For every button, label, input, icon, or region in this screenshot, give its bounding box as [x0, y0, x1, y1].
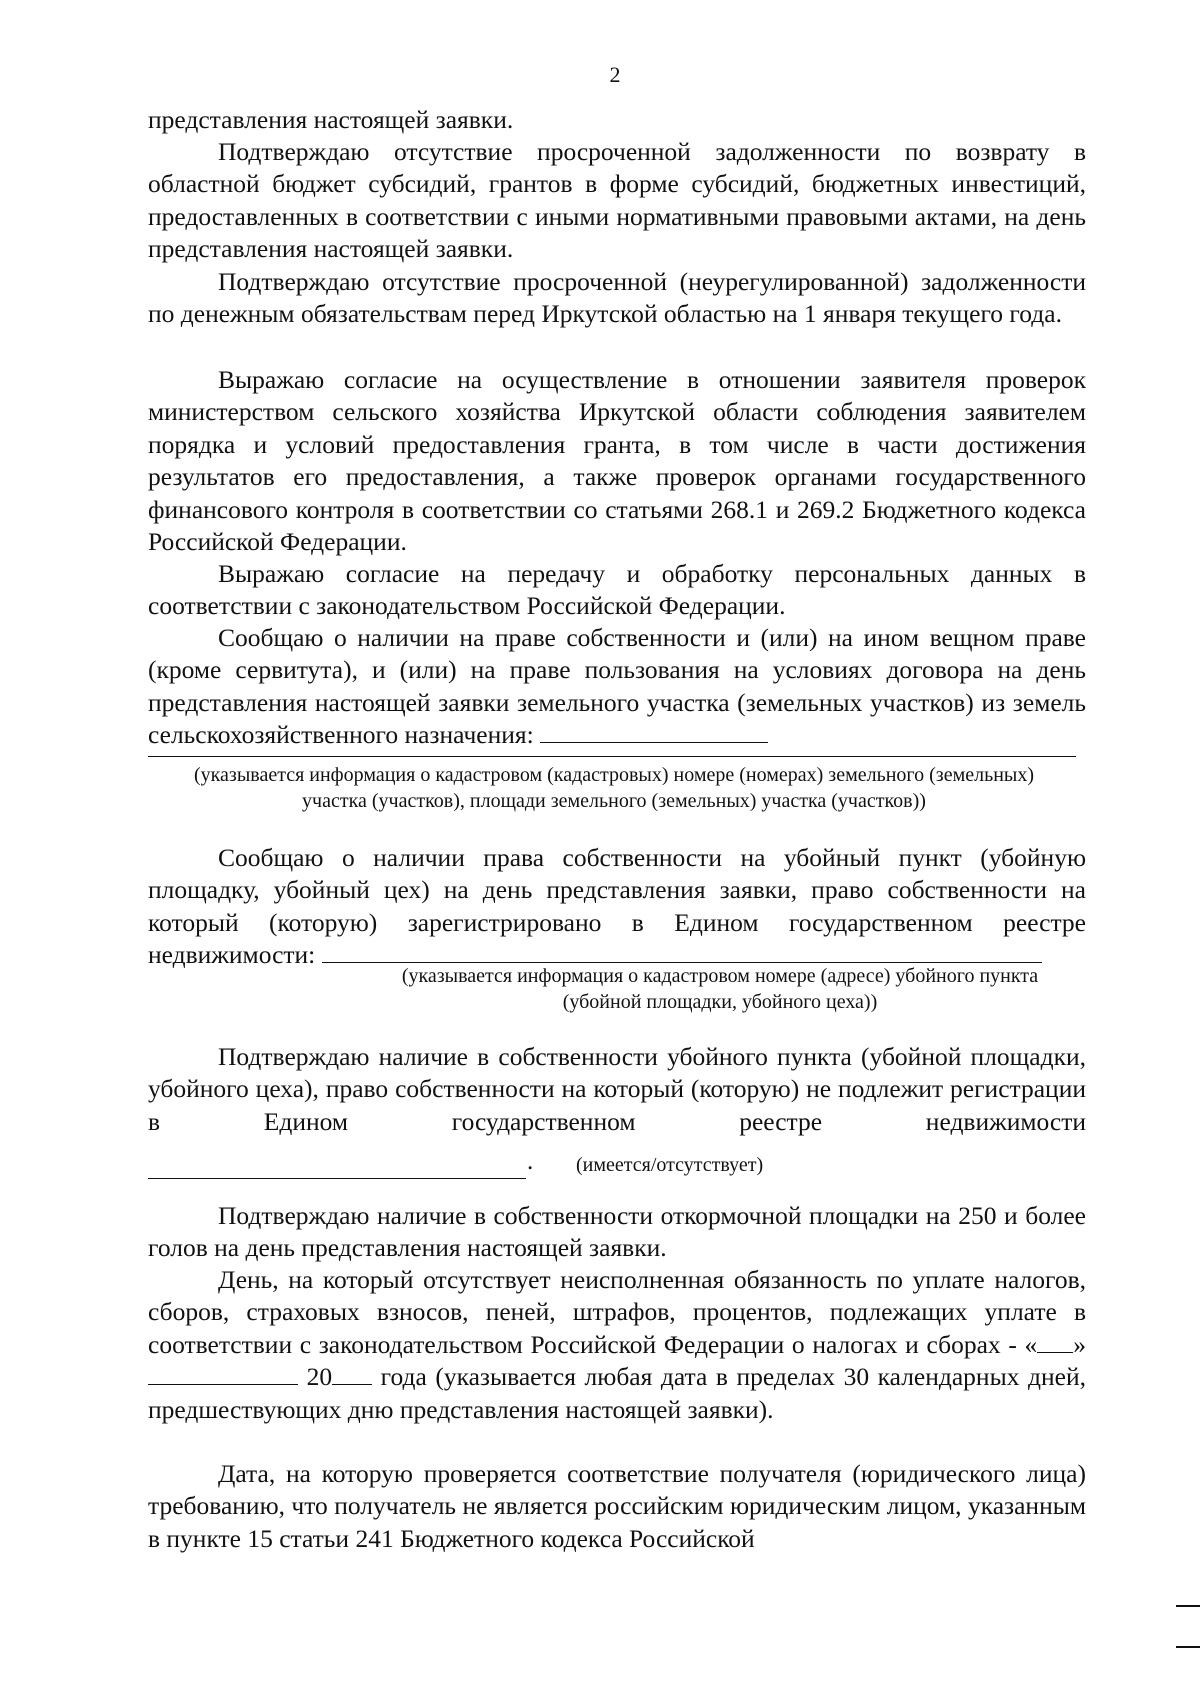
paragraph-text: Подтверждаю наличие в собственности убойного пункта (убойной площадки, убойного цеха), право собственности на который (которую) не подлежит регистрации в Едином государственном реестре недвижимости: [148, 1042, 1086, 1136]
paragraph-text: 20: [306, 1362, 333, 1392]
paragraph-text: Подтверждаю отсутствие просроченной (неурегулированной) задолженности по денежным обязательствам перед Иркутской областью на 1 января текущего года.: [148, 267, 1086, 329]
scan-margin-mark: [1176, 1605, 1200, 1607]
paragraph-consent-inspection: [148, 364, 1086, 558]
caption-text: (указывается информация о кадастровом (кадастровых) номере (номерах) земельного (земельных) участка (участков), площади земельного (земельных) участка (участков)): [193, 764, 1035, 812]
paragraph-feedlot: [148, 1200, 1086, 1265]
paragraph-text: года (указывается любая дата в пределах 30 календарных дней, предшествующих дню представления настоящей заявки).: [148, 1362, 1086, 1424]
paragraph-text: Подтверждаю наличие в собственности откормочной площадки на 250 и более голов на день представления настоящей заявки.: [148, 1201, 1086, 1263]
day-field[interactable]: [1037, 1332, 1073, 1353]
caption-land-plots: [162, 762, 1066, 814]
availability-field[interactable]: [148, 1178, 526, 1179]
caption-availability: [576, 1152, 763, 1178]
paragraph-continuation: [148, 104, 1086, 136]
paragraph-text: Подтверждаю отсутствие просроченной задолженности по возврату в областной бюджет субсидий, грантов в форме субсидий, бюджетных инвестиций, предоставленных в соответствии с иными нормативными правовыми актами, на день представления настоящей заявки.: [148, 137, 1086, 264]
paragraph-text: Выражаю согласие на осуществление в отношении заявителя проверок министерством сельского хозяйства Иркутской области соблюдения заявителем порядка и условий предоставления гранта, в том числе в части достижения результатов его предоставления, а также проверок органами государственного финансового контроля в соответствии со статьями 268.1 и 269.2 Бюджетного кодекса Российской Федерации.: [148, 365, 1086, 557]
paragraph-check-date: [148, 1458, 1086, 1555]
paragraph-no-debt-region: [148, 266, 1086, 331]
period-mark: .: [527, 1148, 534, 1175]
page-number: 2: [609, 62, 621, 87]
paragraph-text: представления настоящей заявки.: [148, 105, 514, 134]
caption-slaughter-point: [360, 963, 1080, 1015]
caption-text: (указывается информация о кадастровом номере (адресе) убойного пункта (убойной площадки, убойного цеха)): [401, 965, 1039, 1013]
paragraph-text: Дата, на которую проверяется соответствие получателя (юридического лица) требованию, что получатель не является российским юридическим лицом, указанным в пункте 15 статьи 241 Бюджетного кодекса Российской: [148, 1459, 1086, 1553]
land-plot-field-line[interactable]: [148, 756, 1076, 757]
paragraph-consent-personal-data: [148, 558, 1086, 623]
month-field[interactable]: [148, 1364, 298, 1385]
land-plot-field[interactable]: [540, 722, 768, 743]
paragraph-tax-date: [148, 1264, 1086, 1426]
paragraph-land-plots: [148, 622, 1086, 752]
scan-margin-mark: [1176, 1646, 1200, 1648]
paragraph-slaughter-registered: [148, 842, 1086, 972]
paragraph-text: »: [1073, 1329, 1086, 1359]
slaughter-point-field[interactable]: [322, 942, 1042, 963]
paragraph-no-debt-return: [148, 136, 1086, 266]
paragraph-text: Сообщаю о наличии права собственности на убойный пункт (убойную площадку, убойный цех) на день представления заявки, право собственности на который (которую) зарегистрировано в Едином государственном реестре недвижимости:: [148, 843, 1086, 970]
paragraph-text: День, на который отсутствует неисполненная обязанность по уплате налогов, сборов, страховых взносов, пеней, штрафов, процентов, подлежащих уплате в соответствии с законодательством Российской Федерации о налогах и сборах - «: [148, 1265, 1086, 1359]
year-field[interactable]: [332, 1364, 372, 1385]
paragraph-text: Сообщаю о наличии на праве собственности и (или) на ином вещном праве (кроме сервитута), и (или) на праве пользования на условиях договора на день представления настоящей заявки земельного участка (земельных участков) из земель сельскохозяйственного назначения:: [148, 623, 1086, 750]
paragraph-slaughter-unregistered: [148, 1041, 1086, 1138]
paragraph-text: Выражаю согласие на передачу и обработку персональных данных в соответствии с законодательством Российской Федерации.: [148, 559, 1086, 621]
caption-text: (имеется/отсутствует): [576, 1154, 764, 1176]
